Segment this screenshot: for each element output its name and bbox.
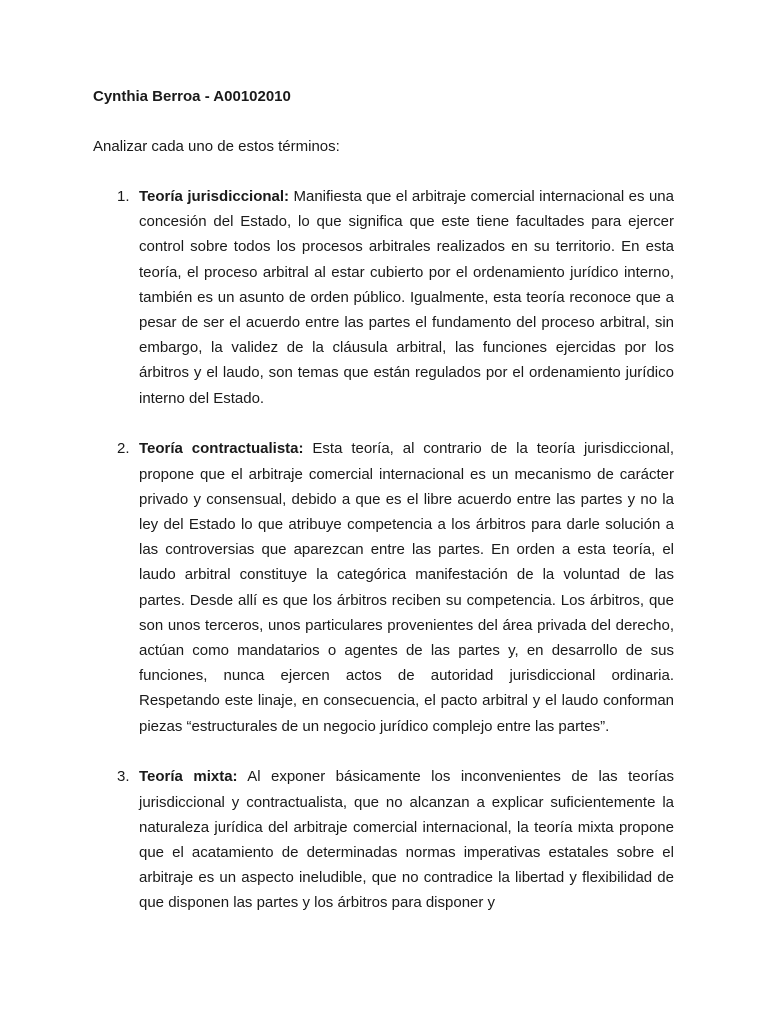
terms-list xyxy=(117,184,675,941)
list-item xyxy=(117,184,674,411)
intro-text: Analizar cada uno de estos términos: xyxy=(93,138,340,155)
list-item xyxy=(117,436,675,738)
list-item-number: 2. xyxy=(117,440,130,458)
list-item-term: Teoría jurisdiccional: xyxy=(139,188,290,205)
list-item-term: Teoría mixta: xyxy=(139,768,238,786)
author-line: Cynthia Berroa - A00102010 xyxy=(93,88,291,105)
list-item-number: 1. xyxy=(117,188,130,205)
list-item-text: Al exponer básicamente los inconvenientes de las teorías jurisdiccional y contractualista, que no alcanzan a explicar suficientemente la naturaleza jurídica del arbitraje comercial internacional, la teoría mixta propone que el acatamiento de determinadas normas imperativas estatales sobre el arbitraje es un aspecto ineludible, que no contradice la libertad y flexibilidad de que disponen las partes y los árbitros para disponer y xyxy=(139,768,674,912)
list-item-text: Esta teoría, al contrario de la teoría jurisdiccional, propone que el arbitraje comercial internacional es un mecanismo de carácter privado y consensual, debido a que es el libre acuerdo entre las partes y no la ley del Estado lo que atribuye competencia a los árbitros para darle solución a las controversias que aparezcan entre las partes. En orden a esta teoría, el laudo arbitral constituye la categórica manifestación de la voluntad de las partes. Desde allí es que los árbitros reciben su competencia. Los árbitros, que son unos terceros, unos particulares provenientes del área privada del derecho, actúan como mandatarios o agentes de las partes y, en desarrollo de sus funciones, nunca ejercen actos de autoridad jurisdiccional ordinaria. Respetando este linaje, en consecuencia, el pacto arbitral y el laudo conforman piezas “estructurales de un negocio jurídico complejo entre las partes”. xyxy=(139,440,675,735)
list-item xyxy=(117,764,674,915)
list-item-term: Teoría contractualista: xyxy=(139,440,304,458)
list-item-text: Manifiesta que el arbitraje comercial internacional es una concesión del Estado, lo que significa que este tiene facultades para ejercer control sobre todos los procesos arbitrales realizados en su territorio. En esta teoría, el proceso arbitral al estar cubierto por el ordenamiento jurídico interno, también es un asunto de orden público. Igualmente, esta teoría reconoce que a pesar de ser el acuerdo entre las partes el fundamento del proceso arbitral, sin embargo, la validez de la cláusula arbitral, las funciones ejercidas por los árbitros y el laudo, son temas que están regulados por el ordenamiento jurídico interno del Estado. xyxy=(139,188,674,407)
list-item-number: 3. xyxy=(117,768,130,786)
